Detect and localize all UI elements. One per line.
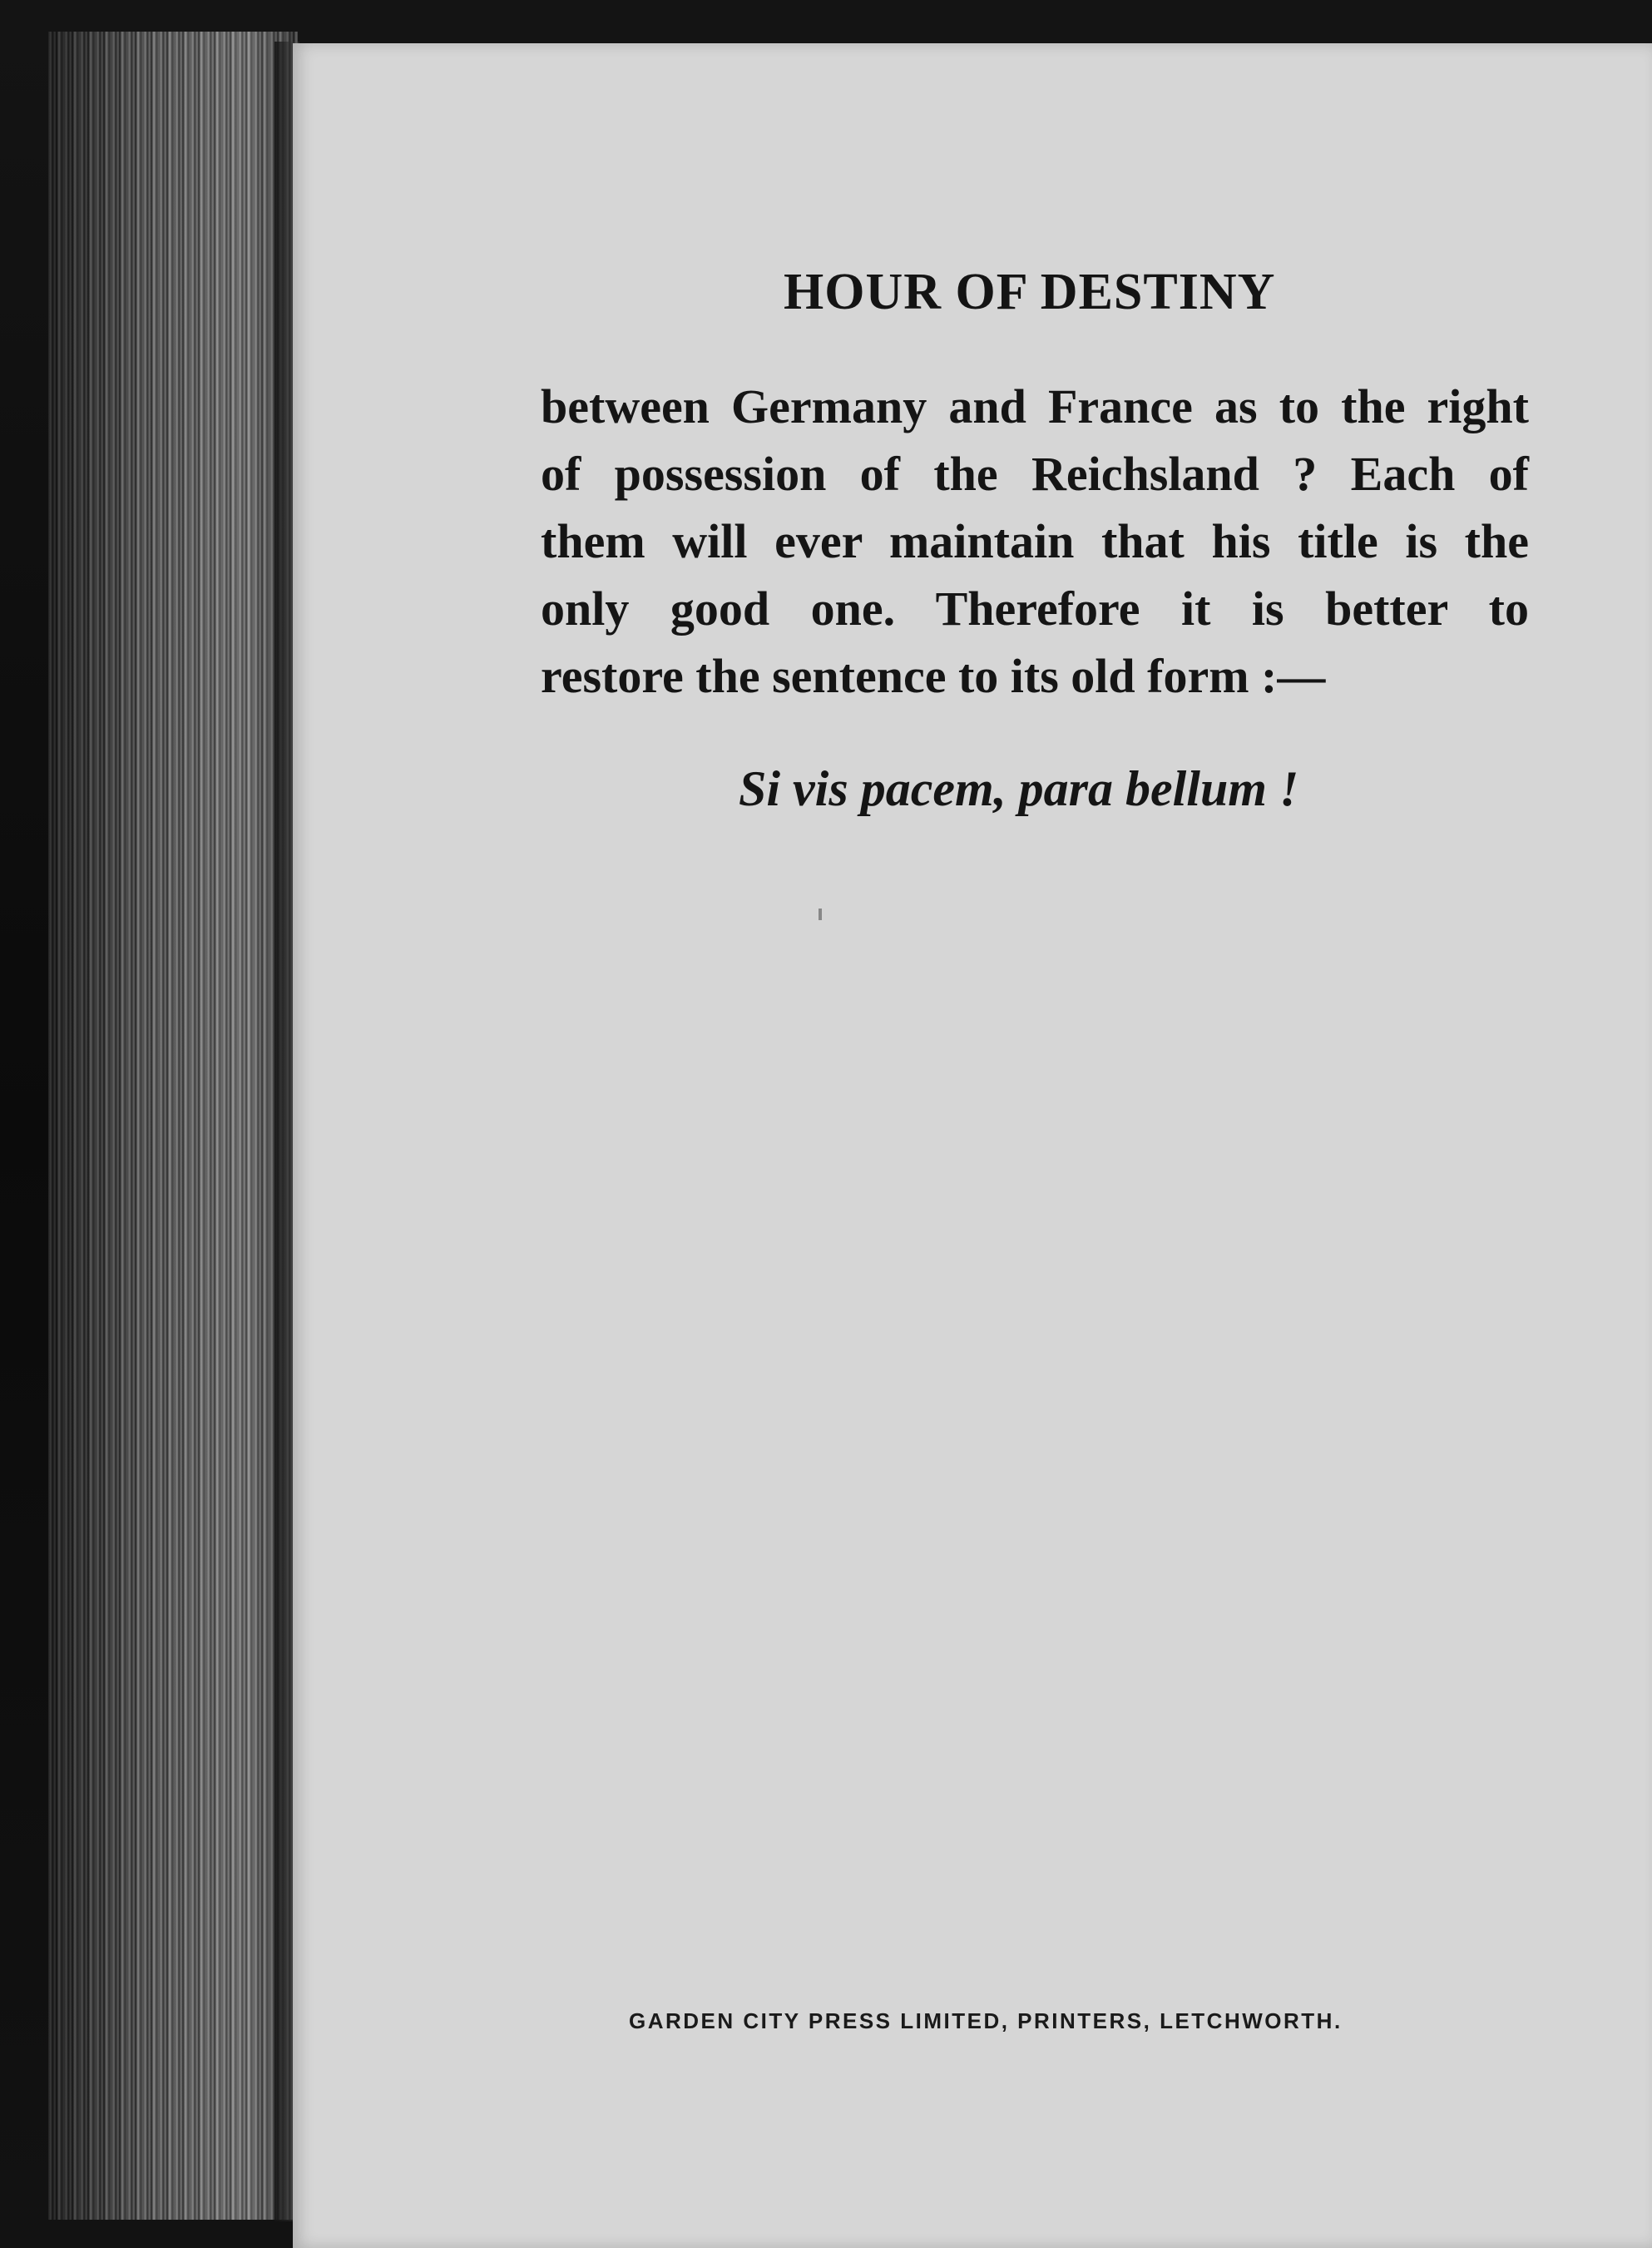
latin-motto: Si vis pacem, para bellum ! (739, 761, 1299, 816)
printer-imprint: GARDEN CITY PRESS LIMITED, PRINTERS, LETCHWORTH. (629, 2008, 1343, 2033)
body-paragraph (541, 373, 1529, 710)
paragraph-line: them will ever maintain that his title is the (541, 514, 1529, 568)
paragraph-line: of possession of the Reichsland ? Each of (541, 447, 1529, 501)
paragraph-line: only good one. Therefore it is better to (541, 582, 1529, 636)
book-page (293, 43, 1652, 2248)
book-page-edges (48, 32, 298, 2220)
paper-speck (819, 909, 822, 920)
running-head: HOUR OF DESTINY (784, 264, 1276, 320)
paragraph-line: restore the sentence to its old form :— (541, 649, 1326, 703)
paragraph-line: between Germany and France as to the right (541, 379, 1529, 433)
